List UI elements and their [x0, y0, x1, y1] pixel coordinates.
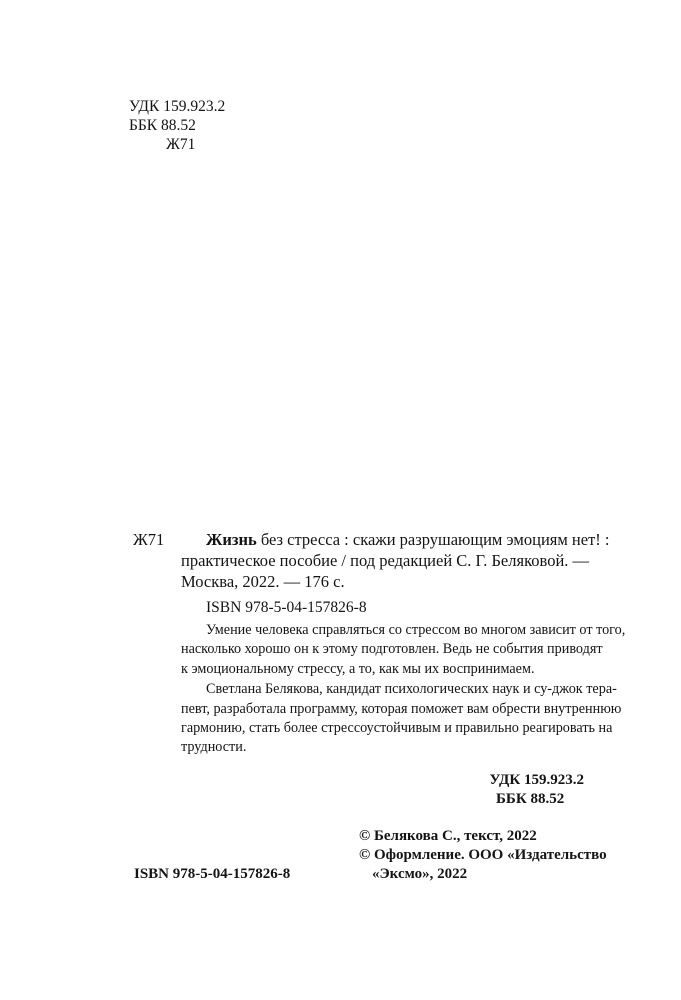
- copyright-text: © Белякова С., текст, 2022: [359, 828, 537, 844]
- annotation-p1-line1: Умение человека справляться со стрессом во многом зависит от того,: [206, 622, 626, 638]
- copyright-design-line2: «Эксмо», 2022: [372, 866, 468, 882]
- annotation-p2-line3: гармонию, стать более стрессоустойчивым и правильно реагировать на: [181, 720, 613, 736]
- annotation-p2-line1: Светлана Белякова, кандидат психологических наук и су-джок тера-: [206, 681, 617, 697]
- author-sign-record: Ж71: [133, 530, 165, 549]
- record-title-line1: [206, 529, 610, 550]
- record-title-bold: Жизнь: [206, 530, 257, 549]
- udk-code-top: УДК 159.923.2: [129, 98, 226, 115]
- udk-code-bottom: УДК 159.923.2: [489, 772, 584, 788]
- record-line3: Москва, 2022. — 176 с.: [181, 572, 345, 591]
- author-sign-top: Ж71: [166, 136, 196, 153]
- record-isbn: ISBN 978-5-04-157826-8: [206, 599, 367, 616]
- footer-isbn: ISBN 978-5-04-157826-8: [134, 866, 291, 882]
- bbk-code-bottom: ББК 88.52: [496, 791, 565, 807]
- annotation-p1-line2: насколько хорошо он к этому подготовлен. Ведь не события приводят: [181, 641, 603, 657]
- record-line2: практическое пособие / под редакцией С. Г. Беляковой. —: [181, 551, 590, 570]
- record-title-rest: без стресса : скажи разрушающим эмоциям нет! :: [256, 530, 610, 549]
- annotation-p2-line2: певт, разработала программу, которая поможет вам обрести внутреннюю: [181, 701, 622, 717]
- bbk-code-top: ББК 88.52: [129, 117, 196, 134]
- annotation-p2-line4: трудности.: [181, 739, 247, 755]
- annotation-p1-line3: к эмоциональному стрессу, а то, как мы их воспринимаем.: [181, 661, 535, 677]
- copyright-design-line1: © Оформление. ООО «Издательство: [359, 847, 607, 863]
